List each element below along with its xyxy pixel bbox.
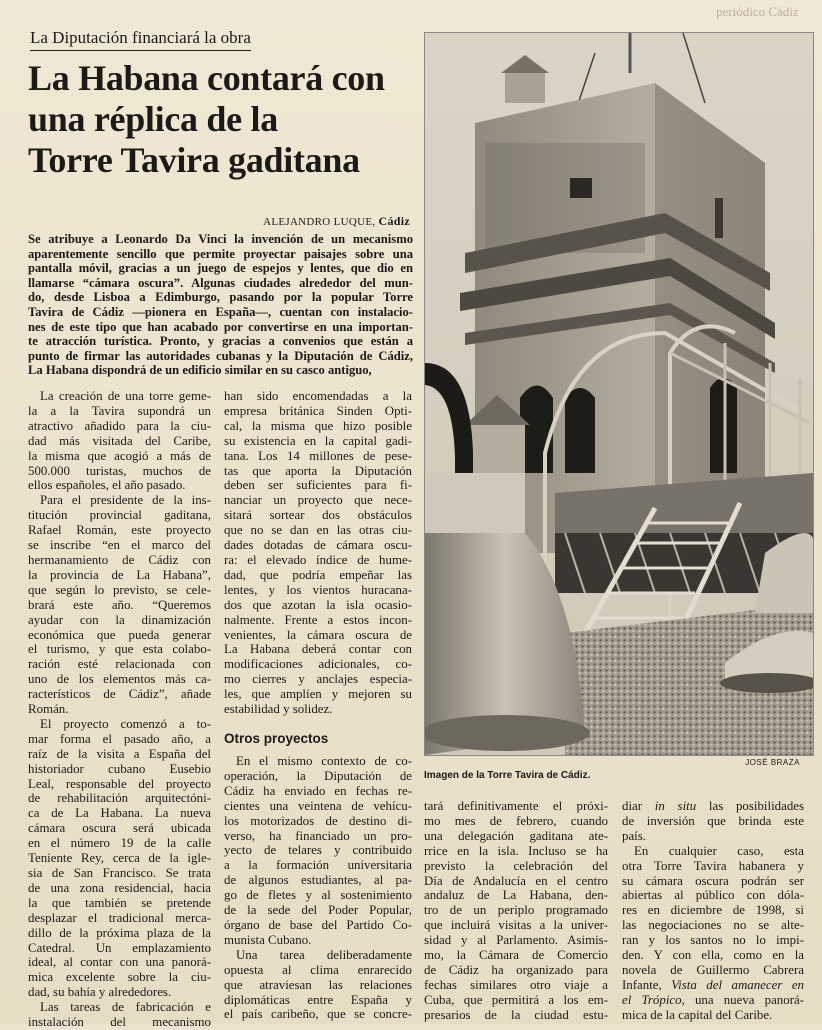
column-2 — [224, 389, 412, 717]
text-line: dades dotadas de cámara oscu- — [224, 538, 412, 553]
text-line: Leal, responsable del proyecto — [28, 776, 211, 791]
text-line: ran y los santos no lo impi- — [622, 933, 804, 948]
text-line: sidad y al Parlamento. Asimis- — [424, 933, 608, 948]
text-line: munista Cubano. — [224, 932, 312, 947]
headline-line: Torre Tavira gaditana — [28, 140, 360, 180]
text-line: El proyecto comenzó a to- — [40, 716, 211, 731]
text-line: opuesta al clima enrarecido — [224, 962, 412, 977]
text-line: novela de Guillermo Cabrera — [622, 962, 804, 977]
text-line: dad más visitada del Caribe, — [28, 433, 211, 448]
text-line: de la sede del Poder Popular, — [224, 903, 412, 918]
text-line: que incluirá visitas a la univer- — [424, 918, 608, 933]
text-line: se inscribe “en el marco del — [28, 538, 211, 553]
text-line: verso, ha financiado un pro- — [224, 828, 412, 843]
text-line: les, que amplíen y mejoren su — [224, 687, 412, 702]
text-line: raíz de la visita a España del — [28, 746, 211, 761]
text-line: las negociaciones no se alte- — [622, 918, 804, 933]
text-line: ca de La Habana. La nueva — [28, 806, 211, 821]
text-line: 500.000 turistas, muchos de — [28, 463, 211, 478]
text-line: instalación del mecanismo — [28, 1015, 211, 1030]
text-line: uno de los elementos más ca- — [28, 672, 211, 687]
text-line: mo mes de febrero, cuando — [424, 813, 608, 828]
text-line: su cámara oscura podrán ser — [622, 873, 804, 888]
text-line: órgano de base del Partido Co- — [224, 917, 412, 932]
lead-line: pantalla móvil, gracias a un juego de espejos y lentes, que dio en — [28, 261, 413, 276]
text-line: abiertas al público con dóla- — [622, 888, 804, 903]
text-line: a la formación universitaria — [224, 858, 412, 873]
text-line: ra: el elevado índice de hume- — [224, 552, 412, 567]
text-line: la provincia de La Habana”, — [28, 567, 211, 582]
text-line: de rehabilitación arquitectóni- — [28, 791, 211, 806]
photo-credit: JOSÉ BRAZA — [745, 758, 800, 767]
text-line: la que también se pretende — [28, 895, 211, 910]
text-line: el país caribeño, que se concre- — [224, 1007, 412, 1022]
text-line: atractivo añadido para la ciu- — [28, 418, 211, 433]
byline-author: ALEJANDRO LUQUE, — [263, 216, 376, 228]
text-line: En el mismo contexto de co- — [236, 754, 412, 768]
text-line: Las tareas de fabricación e — [40, 1000, 211, 1015]
lead-paragraph — [28, 232, 413, 378]
column-1 — [28, 389, 211, 1030]
text-line: económica que pueda generar — [28, 627, 211, 642]
text-line: mica de la capital del Caribe. — [622, 1007, 773, 1022]
text-line: tará definitivamente el próxi- — [424, 799, 608, 813]
kicker: La Diputación financiará la obra — [30, 28, 251, 51]
text-line: que atraviesan las relaciones — [224, 977, 412, 992]
text-line: sia de San Francisco. Se trata — [28, 866, 211, 880]
text-line: rrice en la isla. Incluso se ha — [424, 843, 608, 858]
text-line: Cuba, que permitirá a los em- — [424, 992, 608, 1007]
lead-line: do, desde Lisboa a Edimburgo, pasando por la popular Torre — [28, 290, 413, 305]
text-line: el turismo, y que esta colabo- — [28, 642, 211, 657]
text-line: la misma que acogió a más de — [28, 448, 211, 463]
text-line: los motorizados de destino di- — [224, 813, 412, 828]
text-line: otra Torre Tavira habanera y — [622, 858, 804, 873]
text-line: ellos españoles, el año pasado. — [28, 478, 186, 493]
byline — [263, 214, 410, 229]
text-line: Día de Andalucía en el centro — [424, 873, 608, 888]
text-line: go de fletes y al sostenimiento — [224, 888, 412, 903]
text-line: ración esté relacionada con — [28, 657, 211, 672]
text-line: de una zona residencial, hacia — [28, 880, 211, 895]
column-2-continued — [224, 754, 412, 1022]
text-line: modificaciones adicionales, co- — [224, 657, 412, 672]
text-line: de Cádiz ha organizado para — [424, 962, 608, 977]
text-line: ideal, al contar con una panorá- — [28, 955, 211, 970]
text-line: han sido encomendadas a la — [224, 389, 412, 403]
text-line: brará este año. “Queremos — [28, 597, 211, 612]
lead-line: Se atribuye a Leonardo Da Vinci la invención de un mecanismo — [28, 232, 413, 246]
text-line: dad, que podría empeñar las — [224, 567, 412, 582]
text-line: desplazar el tradicional merca- — [28, 910, 211, 925]
text-line: la a la Tavira supondrá un — [28, 403, 211, 418]
text-line: Teniente Rey, cerca de la igle- — [28, 851, 211, 866]
bleed-through-text: periódico Cádiz — [716, 4, 799, 19]
lead-line: llamarse “cámara oscura”. Algunas ciudades alrededor del mun- — [28, 275, 413, 290]
text-line: venientes, la cámara oscura de — [224, 627, 412, 642]
text-line: el Trópico, una nueva panorá- — [622, 992, 804, 1007]
text-line: Catedral. Un emplazamiento — [28, 940, 211, 955]
text-line: que no se dan en las otras ciu- — [224, 523, 412, 538]
text-line: mica excelente sobre la ciu- — [28, 970, 211, 985]
text-line: titución provincial gaditana, — [28, 508, 211, 523]
text-line: que según lo previsto, se cele- — [28, 582, 211, 597]
headline-line: La Habana contará con — [28, 58, 385, 98]
lead-line: Tavira de Cádiz —pionera en España—, cuentan con instalacio- — [28, 304, 413, 319]
text-line: En cualquier caso, esta — [634, 843, 804, 858]
text-line: dos que azotan la isla ocasio- — [224, 597, 412, 612]
text-line: diplomáticas entre España y — [224, 992, 412, 1007]
tower-photo-illustration — [425, 33, 813, 755]
headline — [28, 58, 420, 181]
text-line: fechas similares otro viaje a — [424, 977, 608, 992]
text-line: estabilidad y solidez. — [224, 702, 333, 717]
text-line: Rafael Román, este proyecto — [28, 523, 211, 538]
photo-caption: Imagen de la Torre Tavira de Cádiz. — [424, 770, 591, 781]
lead-line: nes de este tipo que han acabado por convertirse en una importan- — [28, 319, 413, 334]
text-line: res en diciembre de 1998, si — [622, 903, 804, 918]
text-line: Infante, Vista del amanecer en — [622, 977, 804, 992]
text-line: yecto de telares y contribuido — [224, 843, 412, 858]
text-line: cientes una veintena de vehícu- — [224, 798, 412, 813]
text-line: historiador cubano Eusebio — [28, 761, 211, 776]
text-line: país. — [622, 828, 646, 843]
text-line: de inversión que brinda este — [622, 813, 804, 828]
text-line: den. Y con ella, como en la — [622, 948, 804, 963]
text-line: ayudar con la dinamización — [28, 612, 211, 627]
text-line: Para el presidente de la ins- — [40, 493, 211, 508]
text-line: Una tarea deliberadamente — [236, 947, 412, 962]
text-line: tana. Los 14 millones de pese- — [224, 448, 412, 463]
text-line: una delegación gaditana ate- — [424, 828, 608, 843]
text-line: tro de un periplo programado — [424, 903, 608, 918]
text-line: en el número 19 de la calle — [28, 836, 211, 851]
text-line: mo, la Cámara de Comercio — [424, 948, 608, 963]
text-line: Cádiz ha enviado en fechas re- — [224, 783, 412, 798]
lead-line: punto de firmar las autoridades cubanas y la Diputación de Cádiz, — [28, 348, 413, 363]
text-line: hermanamiento de Cádiz con — [28, 552, 211, 567]
text-line: empresa británica Sinden Opti- — [224, 403, 412, 418]
text-line: nalmente. Frente a estos incon- — [224, 612, 412, 627]
lead-line: aparentemente sencillo que permite proyectar paisajes sobre una — [28, 246, 413, 261]
text-line: dad, su bahía y alrededores. — [28, 985, 172, 1000]
torre-tavira-photo — [424, 32, 814, 756]
column-4 — [622, 799, 804, 1023]
text-line: operación, la Diputación de — [224, 768, 412, 783]
text-line: diar in situ las posibilidades — [622, 799, 804, 813]
text-line: de algunos estudiantes, al pa- — [224, 873, 412, 888]
lead-line: te atracción turística. Pronto, y gracias a convenios que están a — [28, 334, 413, 349]
column-3 — [424, 799, 608, 1023]
text-line: tas que aporta la Diputación — [224, 463, 412, 478]
text-line: lentes, y los vientos huracana- — [224, 582, 412, 597]
text-line: dillo de la próxima plaza de la — [28, 925, 211, 940]
text-line: cal, la misma que hizo posible — [224, 418, 412, 433]
lead-line: La Habana dispondrá de un edificio similar en su casco antiguo, — [28, 363, 372, 378]
text-line: mo cierres y anclajes especia- — [224, 672, 412, 687]
text-line: cámara oscura será ubicada — [28, 821, 211, 836]
text-line: nanciar un proyecto que nece- — [224, 493, 412, 508]
text-line: mar forma el pasado año, a — [28, 731, 211, 746]
text-line: deben ser suficientes para fi- — [224, 478, 412, 493]
text-line: Román. — [28, 702, 69, 717]
byline-place: Cádiz — [378, 214, 410, 228]
text-line: sitará sortear dos obstáculos — [224, 508, 412, 523]
subheading: Otros proyectos — [224, 731, 329, 746]
text-line: previsto la celebración del — [424, 858, 608, 873]
text-line: presarios de la ciudad estu- — [424, 1007, 608, 1022]
text-line: andaluz de La Habana, den- — [424, 888, 608, 903]
headline-line: una réplica de la — [28, 99, 278, 139]
text-line: su existencia en la capital gadi- — [224, 433, 412, 448]
text-line: La creación de una torre geme- — [40, 389, 211, 403]
text-line: racterísticos de Cádiz”, añade — [28, 687, 211, 702]
text-line: La Habana deberá contar con — [224, 642, 412, 657]
